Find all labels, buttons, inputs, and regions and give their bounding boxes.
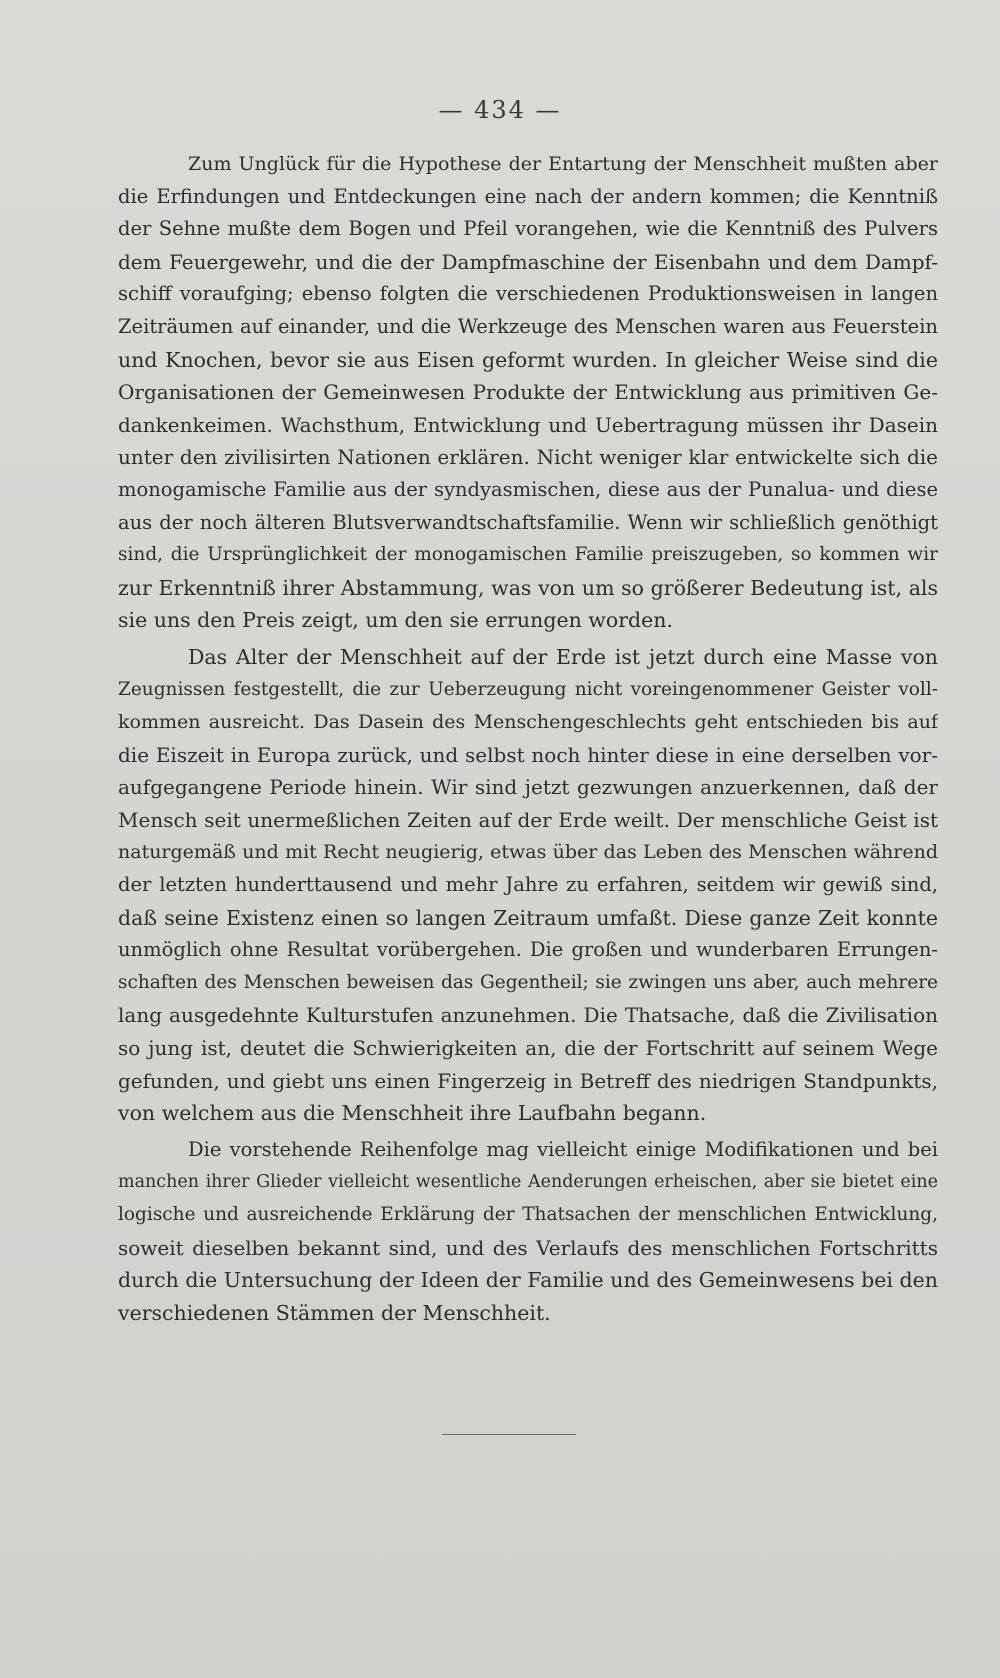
text-line: unter den zivilisirten Nationen erklären. Nicht weniger klar entwickelte sich die — [118, 445, 938, 470]
paragraph — [118, 148, 938, 637]
text-line: zur Erkenntniß ihrer Abstammung, was von um so größerer Bedeutung ist, als — [118, 575, 938, 600]
text-line: gefunden, und giebt uns einen Fingerzeig in Betreff des niedrigen Standpunkts, — [118, 1068, 938, 1093]
text-line: die Eiszeit in Europa zurück, und selbst noch hinter diese in eine derselben vor- — [118, 742, 938, 767]
text-line: dankenkeimen. Wachsthum, Entwicklung und Uebertragung müssen ihr Dasein — [118, 412, 938, 437]
text-line: Die vorstehende Reihenfolge mag vielleicht einige Modifikationen und bei — [188, 1137, 938, 1161]
text-line: von welchem aus die Menschheit ihre Laufbahn begann. — [118, 1101, 707, 1126]
page-number: — 434 — — [438, 96, 562, 124]
text-line: Das Alter der Menschheit auf der Erde ist jetzt durch eine Masse von — [188, 644, 938, 669]
text-line: lang ausgedehnte Kulturstufen anzunehmen. Die Thatsache, daß die Zivilisation — [118, 1003, 938, 1028]
text-line: sind, die Ursprünglichkeit der monogamischen Familie preiszugeben, so kommen wir — [118, 544, 938, 566]
text-line: Zeiträumen auf einander, und die Werkzeuge des Menschen waren aus Feuerstein — [118, 314, 938, 338]
text-line: und Knochen, bevor sie aus Eisen geformt wurden. In gleicher Weise sind die — [118, 347, 938, 372]
paragraph — [118, 641, 938, 1130]
text-line: so jung ist, deutet die Schwierigkeiten an, die der Fortschritt auf seinem Wege — [118, 1036, 938, 1061]
text-line: Organisationen der Gemeinwesen Produkte der Entwicklung aus primitiven Ge- — [118, 380, 938, 405]
end-rule — [442, 1434, 576, 1435]
text-line: durch die Untersuchung der Ideen der Familie und des Gemeinwesens bei den — [118, 1268, 938, 1293]
text-line: Zum Unglück für die Hypothese der Entartung der Menschheit mußten aber — [188, 153, 938, 175]
text-line: verschiedenen Stämmen der Menschheit. — [118, 1300, 551, 1325]
text-line: daß seine Existenz einen so langen Zeitraum umfaßt. Diese ganze Zeit konnte — [118, 905, 938, 930]
text-line: soweit dieselben bekannt sind, und des Verlaufs des menschlichen Fortschritts — [118, 1235, 938, 1260]
text-line: die Erfindungen und Entdeckungen eine nach der andern kommen; die Kenntniß — [118, 184, 938, 208]
text-line: naturgemäß und mit Recht neugierig, etwas über das Leben des Menschen während — [118, 841, 938, 864]
text-line: der letzten hunderttausend und mehr Jahre zu erfahren, seitdem wir gewiß sind, — [118, 873, 938, 897]
text-line: unmöglich ohne Resultat vorübergehen. Die großen und wunderbaren Errungen- — [118, 938, 938, 962]
paragraph — [118, 1134, 938, 1330]
text-line: sie uns den Preis zeigt, um den sie errungen worden. — [118, 608, 673, 633]
text-line: aus der noch älteren Blutsverwandtschaftsfamilie. Wenn wir schließlich genöthigt — [118, 510, 938, 534]
body-text — [118, 148, 938, 1329]
text-line: der Sehne mußte dem Bogen und Pfeil vorangehen, wie die Kenntniß des Pulvers — [118, 217, 938, 241]
text-line: kommen ausreicht. Das Dasein des Menschengeschlechts geht entschieden bis auf — [118, 711, 938, 734]
text-line: aufgegangene Periode hinein. Wir sind jetzt gezwungen anzuerkennen, daß der — [118, 775, 938, 800]
text-line: schaften des Menschen beweisen das Gegentheil; sie zwingen uns aber, auch mehrere — [118, 971, 938, 993]
text-line: manchen ihrer Glieder vielleicht wesentliche Aenderungen erheischen, aber sie bietet eine — [118, 1172, 938, 1193]
text-line: Mensch seit unermeßlichen Zeiten auf der Erde weilt. Der menschliche Geist ist — [118, 807, 938, 832]
text-line: monogamische Familie aus der syndyasmischen, diese aus der Punalua- und diese — [118, 477, 938, 501]
text-line: schiff voraufging; ebenso folgten die verschiedenen Produktionsweisen in langen — [118, 282, 938, 306]
text-line: dem Feuergewehr, und die der Dampfmaschine der Eisenbahn und dem Dampf- — [118, 249, 938, 274]
text-line: logische und ausreichende Erklärung der Thatsachen der menschlichen Entwicklung, — [118, 1204, 938, 1225]
text-line: Zeugnissen festgestellt, die zur Ueberzeugung nicht voreingenommener Geister voll- — [118, 678, 938, 700]
